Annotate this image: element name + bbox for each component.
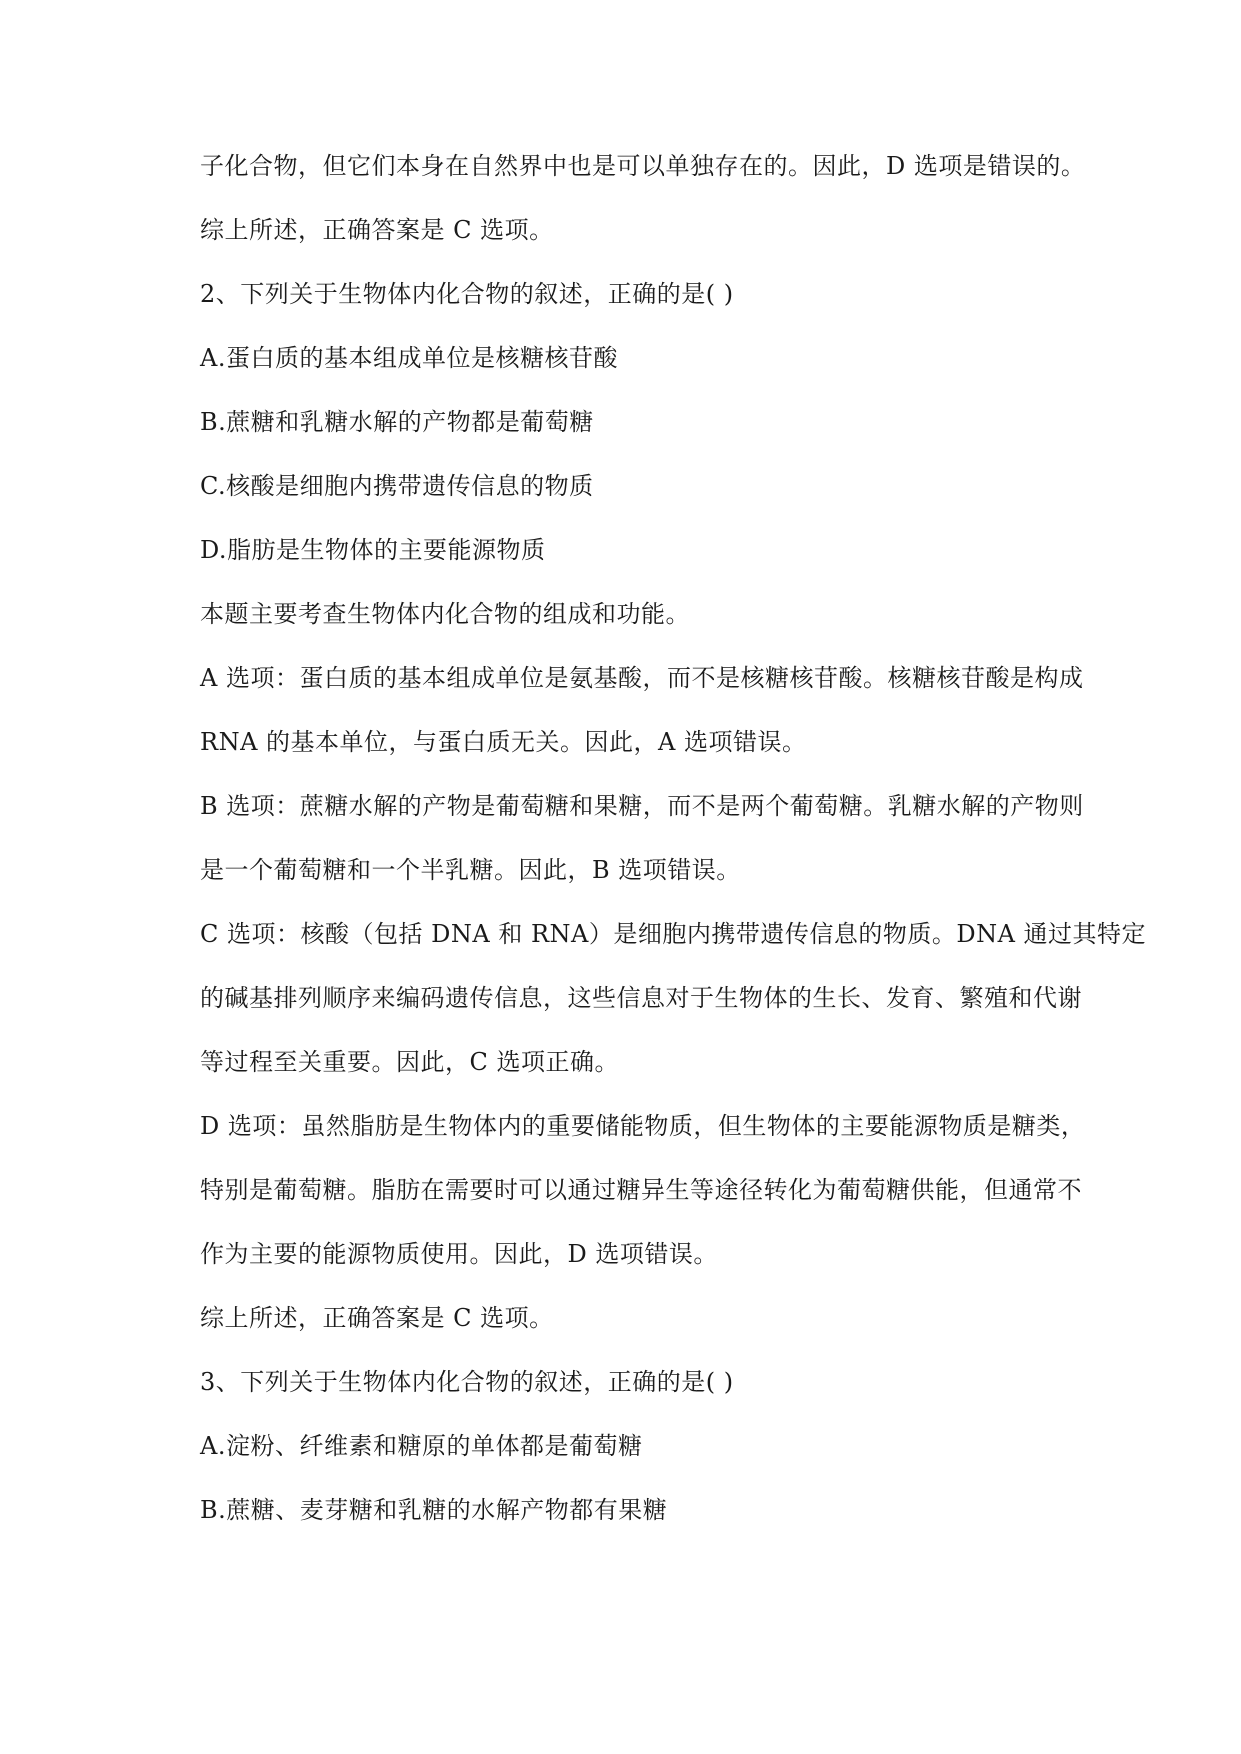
question-2-stem: 2、下列关于生物体内化合物的叙述，正确的是( ) [200,280,734,308]
text-line: 综上所述，正确答案是 C 选项。 [200,216,554,244]
analysis-d-line-2: 特别是葡萄糖。脂肪在需要时可以通过糖异生等途径转化为葡萄糖供能，但通常不 [200,1176,1082,1204]
analysis-a-line-2: RNA 的基本单位，与蛋白质无关。因此，A 选项错误。 [200,728,807,756]
analysis-b-line-2: 是一个葡萄糖和一个半乳糖。因此，B 选项错误。 [200,856,741,884]
analysis-d-line-1: D 选项：虽然脂肪是生物体内的重要储能物质，但生物体的主要能源物质是糖类， [200,1112,1086,1140]
question-2-option-d: D.脂肪是生物体的主要能源物质 [200,536,546,564]
question-3-option-b: B.蔗糖、麦芽糖和乳糖的水解产物都有果糖 [200,1496,668,1524]
question-2-option-a: A.蛋白质的基本组成单位是核糖核苷酸 [200,344,618,372]
analysis-intro: 本题主要考查生物体内化合物的组成和功能。 [200,600,690,628]
analysis-c-line-1: C 选项：核酸（包括 DNA 和 RNA）是细胞内携带遗传信息的物质。DNA 通过其特定 [200,920,1147,948]
question-3-option-a: A.淀粉、纤维素和糖原的单体都是葡萄糖 [200,1432,643,1460]
analysis-b-line-1: B 选项：蔗糖水解的产物是葡萄糖和果糖，而不是两个葡萄糖。乳糖水解的产物则 [200,792,1084,820]
analysis-d-line-3: 作为主要的能源物质使用。因此，D 选项错误。 [200,1240,718,1268]
question-3-stem: 3、下列关于生物体内化合物的叙述，正确的是( ) [200,1368,734,1396]
analysis-a-line-1: A 选项：蛋白质的基本组成单位是氨基酸，而不是核糖核苷酸。核糖核苷酸是构成 [200,664,1084,692]
question-2-option-b: B.蔗糖和乳糖水解的产物都是葡萄糖 [200,408,594,436]
text-line: 子化合物，但它们本身在自然界中也是可以单独存在的。因此，D 选项是错误的。 [200,152,1086,180]
analysis-c-line-3: 等过程至关重要。因此，C 选项正确。 [200,1048,619,1076]
conclusion-2: 综上所述，正确答案是 C 选项。 [200,1304,554,1332]
question-2-option-c: C.核酸是细胞内携带遗传信息的物质 [200,472,594,500]
analysis-c-line-2: 的碱基排列顺序来编码遗传信息，这些信息对于生物体的生长、发育、繁殖和代谢 [200,984,1082,1012]
